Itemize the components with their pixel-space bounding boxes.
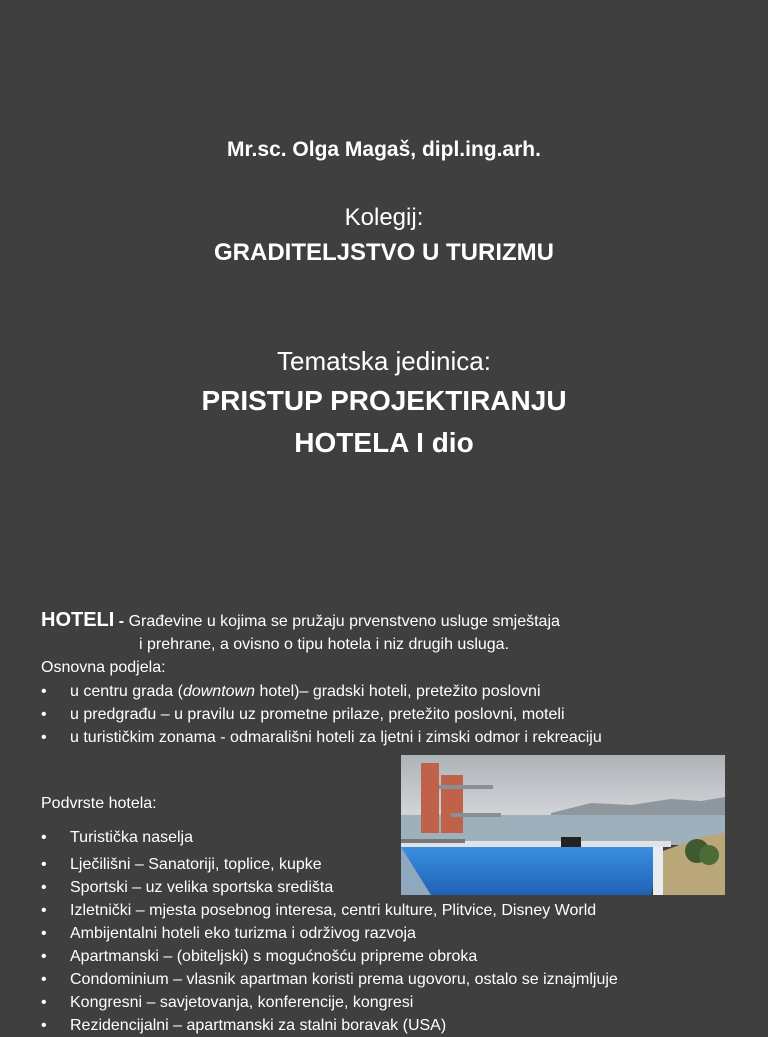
unit-title xyxy=(0,380,768,464)
list-item: • Rezidencijalni – apartmanski za stalni boravak (USA) xyxy=(41,1014,618,1037)
list-item: • Ambijentalni hoteli eko turizma i održivog razvoja xyxy=(41,922,618,945)
list-item: • Turistička naselja xyxy=(41,826,618,849)
course-label: Kolegij: xyxy=(344,204,424,231)
hoteli-definition-line2: i prehrane, a ovisno o tipu hotela i niz drugih usluga. xyxy=(139,636,510,653)
list-item-text: u centru grada ( xyxy=(70,683,183,700)
hoteli-heading: HOTELI xyxy=(41,609,115,631)
list-item: • Condominium – vlasnik apartman koristi prema ugovoru, ostalo se iznajmljuje xyxy=(41,968,618,991)
list-item xyxy=(41,703,602,726)
hoteli-definition-line1 xyxy=(41,608,560,634)
basic-division-label: Osnovna podjela: xyxy=(41,659,166,676)
list-item xyxy=(41,680,602,703)
list-item: • Sportski – uz velika sportska središta xyxy=(41,876,618,899)
hoteli-definition-text1: Građevine u kojima se pružaju prvenstveno usluge smještaja xyxy=(128,613,560,630)
unit-title-line2: HOTELA I dio xyxy=(294,427,474,458)
content-slide xyxy=(0,600,768,1034)
subtypes-list xyxy=(41,826,618,1037)
hoteli-dash: - xyxy=(114,613,129,630)
list-item xyxy=(41,726,602,749)
unit-title-line1: PRISTUP PROJEKTIRANJU xyxy=(201,385,567,416)
list-item-text: u turističkim zonama - odmarališni hoteli za ljetni i zimski odmor i rekreaciju xyxy=(70,729,602,746)
list-item-italic: downtown xyxy=(182,683,255,700)
list-item: • Izletnički – mjesta posebnog interesa, centri kulture, Plitvice, Disney World xyxy=(41,899,618,922)
list-item: • Apartmanski – (obiteljski) s mogućnošću pripreme obroka xyxy=(41,945,618,968)
list-item-text: hotel)– gradski hoteli, pretežito poslovni xyxy=(255,683,541,700)
unit-label: Tematska jedinica: xyxy=(277,346,491,376)
basic-division-list xyxy=(41,680,602,749)
list-item: • Kongresni – savjetovanja, konferencije, kongresi xyxy=(41,991,618,1014)
subtypes-label: Podvrste hotela: xyxy=(41,795,157,812)
list-item: • Lječilišni – Sanatoriji, toplice, kupke xyxy=(41,853,618,876)
list-item-text: u predgrađu – u pravilu uz prometne prilaze, pretežito poslovni, moteli xyxy=(70,706,565,723)
author-name: Mr.sc. Olga Magaš, dipl.ing.arh. xyxy=(227,138,541,161)
course-name: GRADITELJSTVO U TURIZMU xyxy=(214,239,554,266)
